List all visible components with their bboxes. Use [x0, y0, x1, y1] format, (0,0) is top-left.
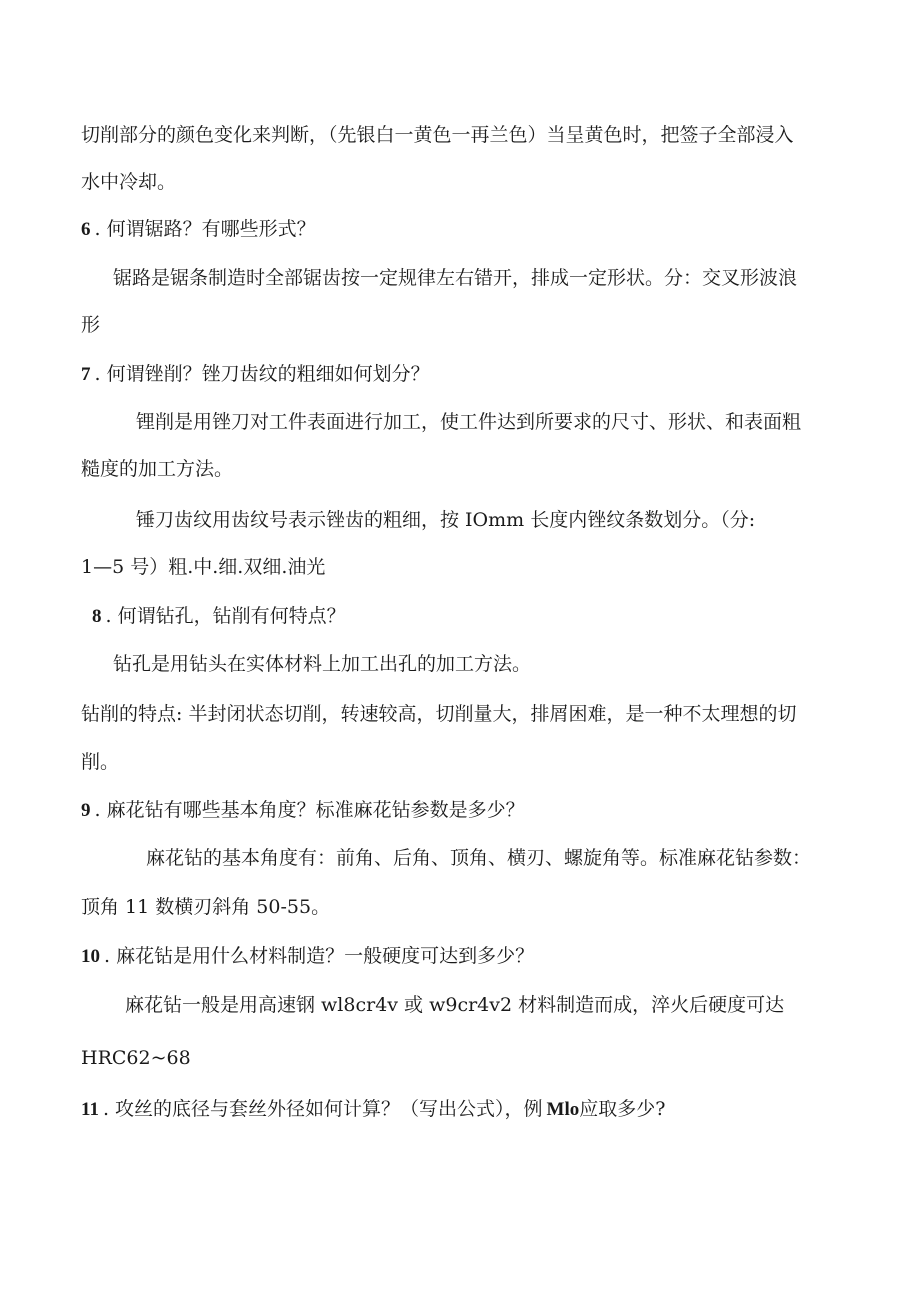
question-11 — [81, 1097, 665, 1122]
question-8-number: 8 — [92, 606, 102, 627]
question-10 — [81, 944, 534, 969]
answer-9-line-2: 顶角 11 数横刃斜角 50-55。 — [81, 896, 331, 918]
answer-5-line-2: 水中冷却。 — [81, 171, 177, 193]
question-9-text: . 麻花钻有哪些基本角度？标准麻花钻参数是多少？ — [94, 799, 525, 821]
answer-8-line-2: 钻削的特点: 半封闭状态切削，转速较高，切削量大，排屑困难，是一种不太理想的切 — [81, 703, 797, 725]
question-6-text: . 何谓锯路？有哪些形式？ — [94, 218, 316, 240]
answer-6-line-1: 锯路是锯条制造时全部锯齿按一定规律左右错开，排成一定形状。分：交叉形波浪 — [113, 267, 798, 289]
answer-7-line-3: 锤刀齿纹用齿纹号表示锉齿的粗细，按 IOmm 长度内锉纹条数划分。（分: — [136, 509, 756, 531]
question-9 — [81, 798, 525, 823]
question-10-text: . 麻花钻是用什么材料制造？一般硬度可达到多少？ — [104, 945, 535, 967]
question-8-text: . 何谓钻孔，钻削有何特点？ — [105, 605, 346, 627]
answer-5-line-1: 切削部分的颜色变化来判断，（先银白一黄色一再兰色）当呈黄色时，把签子全部浸入 — [81, 124, 794, 146]
answer-8-line-3: 削。 — [81, 751, 120, 773]
answer-8-line-1: 钻孔是用钻头在实体材料上加工出孔的加工方法。 — [113, 653, 532, 675]
answer-10-line-2: HRC62~68 — [81, 1047, 191, 1069]
question-8 — [92, 604, 346, 629]
question-11-tail: 应取多少? — [579, 1098, 666, 1120]
question-10-number: 10 — [81, 946, 100, 967]
question-11-text: . 攻丝的底径与套丝外径如何计算？（写出公式），例 — [102, 1098, 543, 1120]
question-7-number: 7 — [81, 364, 91, 385]
answer-10-line-1: 麻花钻一般是用高速钢 wl8cr4v 或 w9cr4v2 材料制造而成，淬火后硬度可达 — [125, 994, 785, 1016]
question-9-number: 9 — [81, 800, 91, 821]
question-11-number: 11 — [81, 1099, 99, 1120]
question-7-text: . 何谓锉削？锉刀齿纹的粗细如何划分？ — [94, 363, 430, 385]
answer-7-line-2: 糙度的加工方法。 — [81, 458, 234, 480]
question-6-number: 6 — [81, 219, 91, 240]
answer-7-line-1: 锂削是用锉刀对工件表面进行加工，使工件达到所要求的尺寸、形状、和表面粗 — [136, 411, 802, 433]
question-7 — [81, 362, 430, 387]
answer-9-line-1: 麻花钻的基本角度有：前角、后角、顶角、横刃、螺旋角等。标准麻花钻参数： — [146, 847, 812, 869]
question-11-bold-term: Mlo — [546, 1099, 580, 1120]
question-6 — [81, 217, 316, 242]
answer-7-line-4: 1—5 号）粗.中.细.双细.油光 — [81, 556, 326, 578]
answer-6-line-2: 形 — [81, 314, 101, 336]
